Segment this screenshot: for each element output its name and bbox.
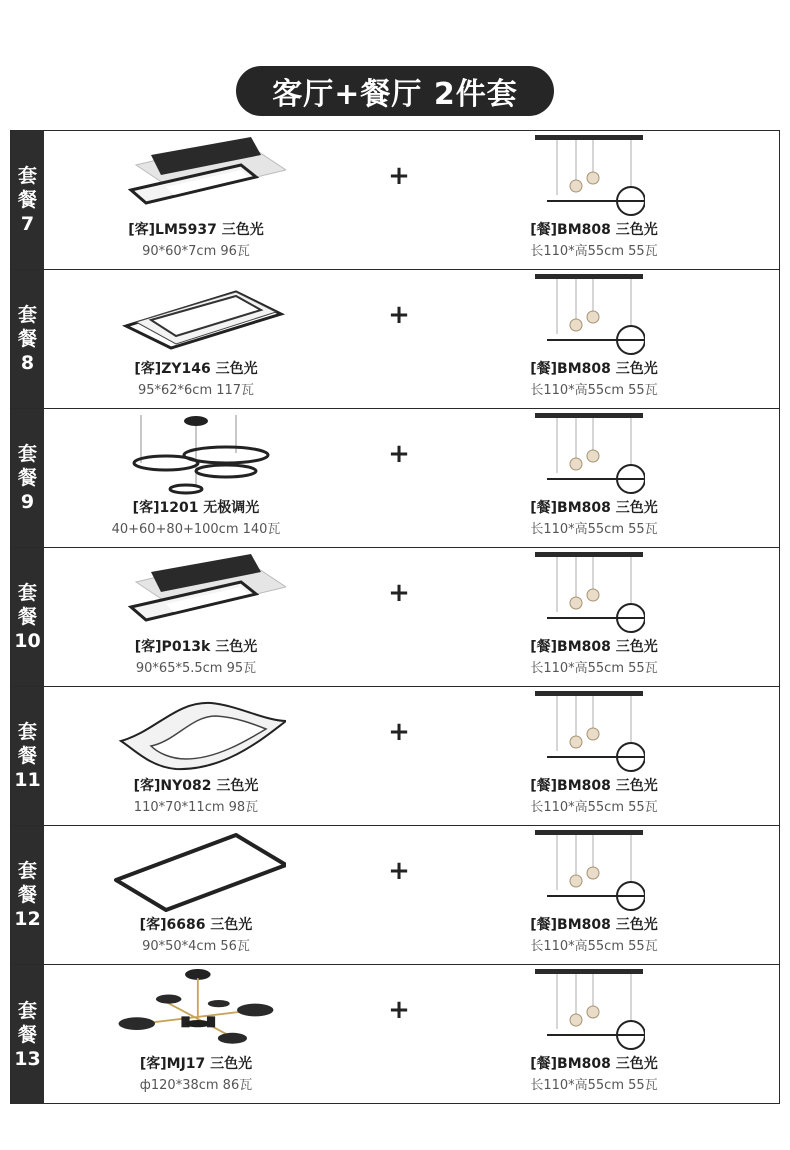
living-room-lamp-spec: 90*65*5.5cm 95瓦 [135, 661, 257, 676]
wave-ceiling-light-icon [106, 691, 286, 773]
package-label-line: 餐 [17, 884, 37, 906]
pendant-light-icon [533, 133, 645, 223]
page-title: 客厅+餐厅 2件套 [236, 66, 554, 116]
package-label [11, 548, 44, 686]
rect-ceiling-light-icon [106, 135, 286, 217]
dining-room-lamp-spec: 长110*高55cm 55瓦 [530, 383, 658, 398]
package-number: 13 [14, 1047, 41, 1070]
living-room-lamp-spec: 40+60+80+100cm 140瓦 [111, 522, 281, 537]
rect-ceiling-light-icon [106, 552, 286, 634]
pendant-light-icon [533, 272, 645, 362]
dining-room-lamp-spec: 长110*高55cm 55瓦 [530, 522, 658, 537]
package-label [11, 409, 44, 547]
dining-room-lamp-name: [餐]BM808 三色光 [530, 1056, 658, 1072]
pendant-light-icon [533, 689, 645, 779]
package-label [11, 826, 44, 964]
rect-ceiling-light-icon [106, 274, 286, 356]
living-room-lamp-spec: 90*60*7cm 96瓦 [142, 244, 250, 259]
package-label [11, 270, 44, 408]
package-number: 7 [20, 213, 35, 235]
dining-room-lamp-spec: 长110*高55cm 55瓦 [530, 661, 658, 676]
package-label-line: 餐 [17, 606, 37, 628]
plus-sign: + [388, 161, 410, 191]
pendant-light-icon [533, 967, 645, 1057]
living-room-lamp-spec: ф120*38cm 86瓦 [139, 1078, 253, 1093]
dining-room-lamp-name: [餐]BM808 三色光 [530, 639, 658, 655]
dining-room-lamp-name: [餐]BM808 三色光 [530, 917, 658, 933]
package-label-line: 餐 [17, 328, 37, 350]
package-label-line: 餐 [17, 189, 37, 211]
dining-room-lamp-name: [餐]BM808 三色光 [530, 222, 658, 238]
package-label-line: 套 [17, 304, 37, 326]
package-label-line: 套 [17, 860, 37, 882]
dining-room-lamp-name: [餐]BM808 三色光 [530, 500, 658, 516]
package-row [11, 548, 779, 687]
plus-sign: + [388, 439, 410, 469]
living-room-lamp-name: [客]NY082 三色光 [133, 778, 259, 794]
pendant-light-icon [533, 550, 645, 640]
package-number: 9 [20, 491, 35, 513]
package-number: 10 [14, 630, 41, 652]
package-row [11, 409, 779, 548]
package-label-line: 餐 [17, 745, 37, 767]
package-number: 11 [14, 769, 41, 791]
living-room-lamp-name: [客]P013k 三色光 [134, 639, 258, 655]
living-room-lamp-name: [客]1201 无极调光 [132, 500, 260, 516]
package-label-line: 套 [17, 999, 37, 1022]
dining-room-lamp-spec: 长110*高55cm 55瓦 [530, 244, 658, 259]
living-room-lamp-name: [客]LM5937 三色光 [128, 222, 264, 238]
frame-ceiling-light-icon [106, 830, 286, 912]
package-label-line: 套 [17, 721, 37, 743]
package-label-line: 餐 [17, 1023, 37, 1046]
pendant-light-icon [533, 828, 645, 918]
package-label-line: 餐 [17, 467, 37, 489]
plus-sign: + [388, 578, 410, 608]
dining-room-lamp-spec: 长110*高55cm 55瓦 [530, 1078, 658, 1093]
dining-room-lamp-spec: 长110*高55cm 55瓦 [530, 939, 658, 954]
living-room-lamp-name: [客]ZY146 三色光 [134, 361, 258, 377]
living-room-lamp-spec: 110*70*11cm 98瓦 [133, 800, 259, 815]
package-label [11, 687, 44, 825]
package-label-line: 套 [17, 443, 37, 465]
plus-sign: + [388, 995, 410, 1025]
package-label-line: 套 [17, 582, 37, 604]
plus-sign: + [388, 856, 410, 886]
living-room-lamp-spec: 95*62*6cm 117瓦 [137, 383, 255, 398]
plus-sign: + [388, 717, 410, 747]
package-row [11, 826, 779, 965]
package-number: 12 [14, 908, 41, 930]
living-room-lamp-name: [客]6686 三色光 [139, 917, 253, 933]
package-table [10, 130, 780, 1104]
living-room-lamp-spec: 90*50*4cm 56瓦 [142, 939, 250, 954]
package-label-line: 套 [17, 165, 37, 187]
dining-room-lamp-spec: 长110*高55cm 55瓦 [530, 800, 658, 815]
dining-room-lamp-name: [餐]BM808 三色光 [530, 778, 658, 794]
package-row [11, 131, 779, 270]
dining-room-lamp-name: [餐]BM808 三色光 [530, 361, 658, 377]
disc-chandelier-icon [106, 969, 286, 1051]
package-label [11, 131, 44, 269]
package-label [11, 965, 44, 1104]
package-number: 8 [20, 352, 35, 374]
ring-chandelier-icon [106, 413, 286, 495]
pendant-light-icon [533, 411, 645, 501]
package-row [11, 965, 779, 1104]
package-row [11, 687, 779, 826]
package-row [11, 270, 779, 409]
living-room-lamp-name: [客]MJ17 三色光 [139, 1056, 253, 1072]
plus-sign: + [388, 300, 410, 330]
